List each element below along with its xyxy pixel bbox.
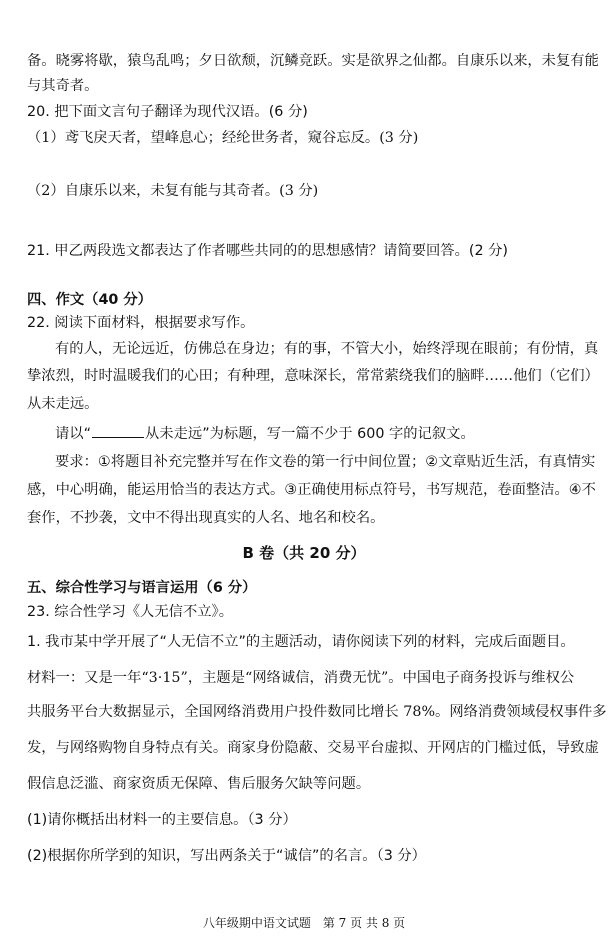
section-five-heading: 五、综合性学习与语言运用（6 分） bbox=[27, 580, 257, 596]
q23-prompt: 23. 综合性学习《人无信不立》。 bbox=[27, 604, 233, 620]
material-line-2: 挚浓烈，时时温暖我们的心田；有种理，意味深长，常常萦绕我们的脑畔……他们（它们） bbox=[27, 368, 599, 384]
q20-item1: （1）鸢飞戾天者，望峰息心；经纶世务者，窥谷忘反。(3 分) bbox=[27, 130, 419, 146]
material-one-line-1: 材料一：又是一年“3·15”，主题是“网络诚信，消费无忧”。中国电子商务投诉与维权公 bbox=[27, 670, 575, 686]
material-one-line-2: 共服务平台大数据显示，全国网络消费用户投件数同比增长 78%。网络消费领域侵权事件多 bbox=[27, 704, 607, 720]
essay-title-instruction bbox=[55, 423, 475, 444]
section-composition-heading: 四、作文（40 分） bbox=[27, 292, 152, 308]
title-instruction-end: 从未走远”为标题，写一篇不少于 600 字的记叙文。 bbox=[145, 426, 475, 442]
page-footer: 八年级期中语文试题 第 7 页 共 8 页 bbox=[202, 916, 406, 930]
q20-item2: （2）自康乐以来，未复有能与其奇者。(3 分) bbox=[27, 183, 319, 199]
title-blank bbox=[92, 423, 144, 438]
q23-sub1: (1)请你概括出材料一的主要信息。（3 分） bbox=[27, 812, 297, 828]
q21-prompt: 21. 甲乙两段选文都表达了作者哪些共同的的思想感情？请简要回答。(2 分) bbox=[27, 243, 508, 259]
title-instruction-start: 请以“ bbox=[55, 426, 92, 442]
line-2: 与其奇者。 bbox=[27, 78, 99, 94]
material-line-1: 有的人，无论远近，仿佛总在身边；有的事，不管大小，始终浮现在眼前；有份情，真 bbox=[55, 341, 599, 357]
requirements-line-3: 套作，不抄袭，文中不得出现真实的人名、地名和校名。 bbox=[27, 510, 385, 526]
q22-prompt: 22. 阅读下面材料，根据要求写作。 bbox=[27, 315, 255, 331]
line-1: 备。晓雾将歇，猿鸟乱鸣；夕日欲颓，沉鳞竞跃。实是欲界之仙都。自康乐以来，未复有能 bbox=[27, 53, 599, 69]
material-one-line-4: 假信息泛滥、商家资质无保障、售后服务欠缺等问题。 bbox=[27, 776, 371, 792]
requirements-line-1: 要求：①将题目补充完整并写在作文卷的第一行中间位置；②文章贴近生活，有真情实 bbox=[55, 454, 596, 470]
material-line-3: 从未走远。 bbox=[27, 396, 99, 412]
material-one-line-3: 发，与网络购物自身特点有关。商家身份隐蔽、交易平台虚拟、开网店的门槛过低，导致虚 bbox=[27, 740, 599, 756]
q20-prompt: 20. 把下面文言句子翻译为现代汉语。(6 分) bbox=[27, 104, 308, 120]
q23-intro: 1. 我市某中学开展了“人无信不立”的主题活动，请你阅读下列的材料，完成后面题目。 bbox=[27, 634, 575, 650]
q23-sub2: (2)根据你所学到的知识，写出两条关于“诚信”的名言。（3 分） bbox=[27, 848, 426, 864]
requirements-line-2: 感，中心明确，能运用恰当的表达方式。③正确使用标点符号，书写规范，卷面整洁。④不 bbox=[27, 482, 596, 498]
volume-b-heading: B 卷（共 20 分） bbox=[242, 544, 366, 562]
